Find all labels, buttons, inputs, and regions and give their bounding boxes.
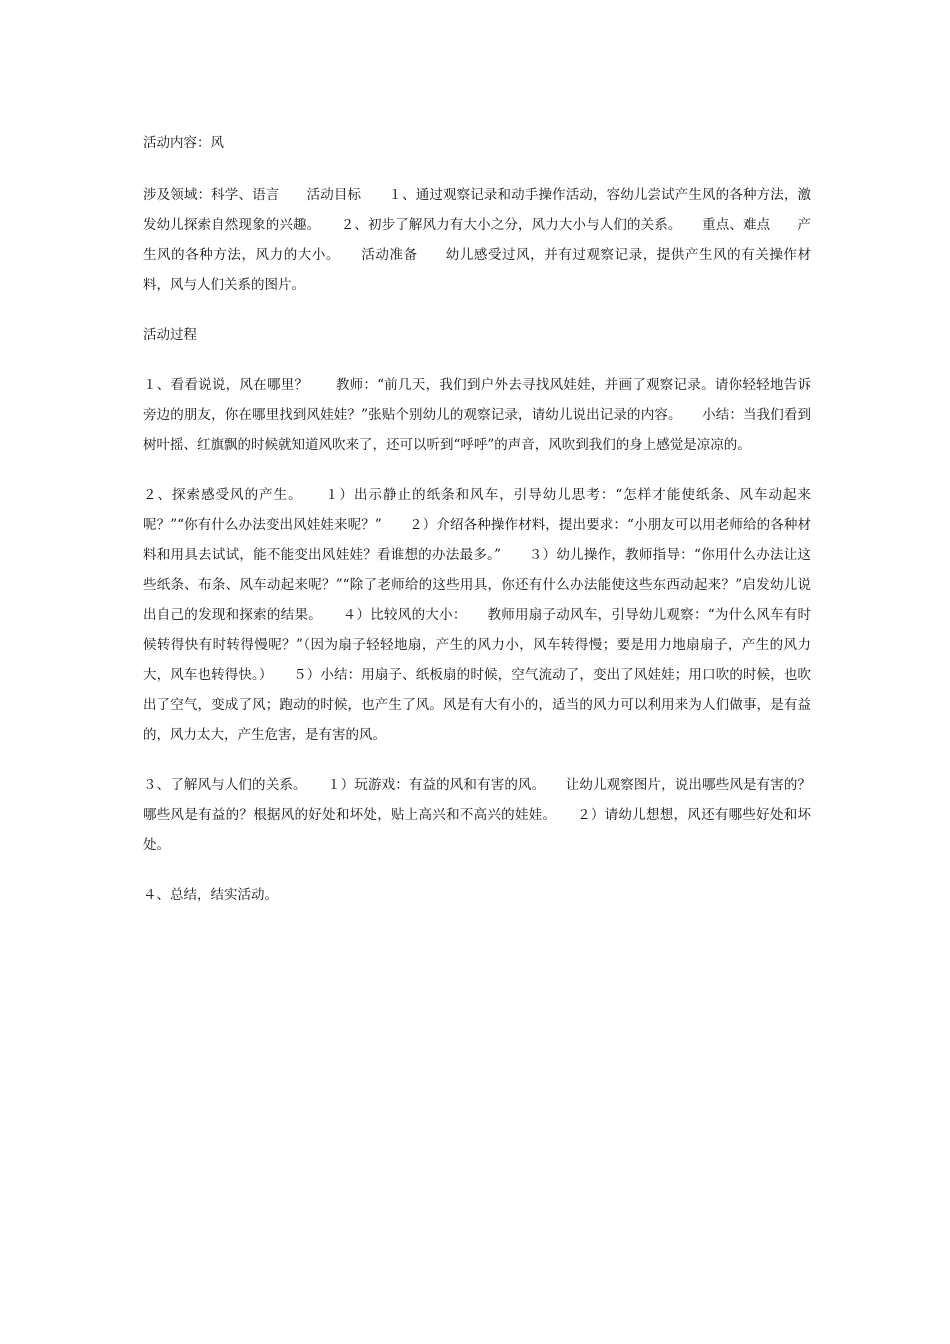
- step-2-paragraph: ２、探索感受风的产生。 １）出示静止的纸条和风车，引导幼儿思考：“怎样才能使纸条、风车动起来呢？”“你有什么办法变出风娃娃来呢？” ２）介绍各种操作材料，提出要求：“小朋友可以用老师给的各种材料和用具去试试，能不能变出风娃娃？看谁想的办法最多。” ３）幼儿操作，教师指导：“你用什么办法让这些纸条、布条、风车动起来呢？”“除了老师给的这些用具，你还有什么办法能使这些东西动起来？”启发幼儿说出自己的发现和探索的结果。 ４）比较风的大小： 教师用扇子动风车，引导幼儿观察：“为什么风车有时候转得快有时转得慢呢？”（因为扇子轻轻地扇，产生的风力小，风车转得慢；要是用力地扇扇子，产生的风力大，风车也转得快。） ５）小结：用扇子、纸板扇的时候，空气流动了，变出了风娃娃；用口吹的时候，也吹出了空气，变成了风；跑动的时候，也产生了风。风是有大有小的，适当的风力可以利用来为人们做事，是有益的，风力太大，产生危害，是有害的风。: [143, 487, 811, 743]
- step-4-paragraph: ４、总结，结实活动。: [143, 887, 278, 903]
- activity-content-title: 活动内容：风: [143, 135, 224, 151]
- step-1-paragraph: １、看看说说，风在哪里？ 教师：“前几天，我们到户外去寻找风娃娃，并画了观察记录。请你轻轻地告诉旁边的朋友，你在哪里找到风娃娃？”张贴个别幼儿的观察记录，请幼儿说出记录的内容。 小结：当我们看到树叶摇、红旗飘的时候就知道风吹来了，还可以听到“呼呼”的声音，风吹到我们的身上感觉是凉凉的。: [143, 377, 811, 453]
- overview-paragraph: 涉及领域：科学、语言 活动目标 １、通过观察记录和动手操作活动，容幼儿尝试产生风的各种方法，激发幼儿探索自然现象的兴趣。 ２、初步了解风力有大小之分，风力大小与人们的关系。 重点、难点 产生风的各种方法，风力的大小。 活动准备 幼儿感受过风，并有过观察记录，提供产生风的有关操作材料，风与人们关系的图片。: [143, 187, 811, 293]
- step-3-paragraph: ３、了解风与人们的关系。 １）玩游戏：有益的风和有害的风。 让幼儿观察图片，说出哪些风是有害的？哪些风是有益的？根据风的好处和坏处，贴上高兴和不高兴的娃娃。 ２）请幼儿想想，风还有哪些好处和坏处。: [143, 777, 811, 853]
- document-body: [143, 128, 811, 930]
- process-heading: 活动过程: [143, 327, 197, 343]
